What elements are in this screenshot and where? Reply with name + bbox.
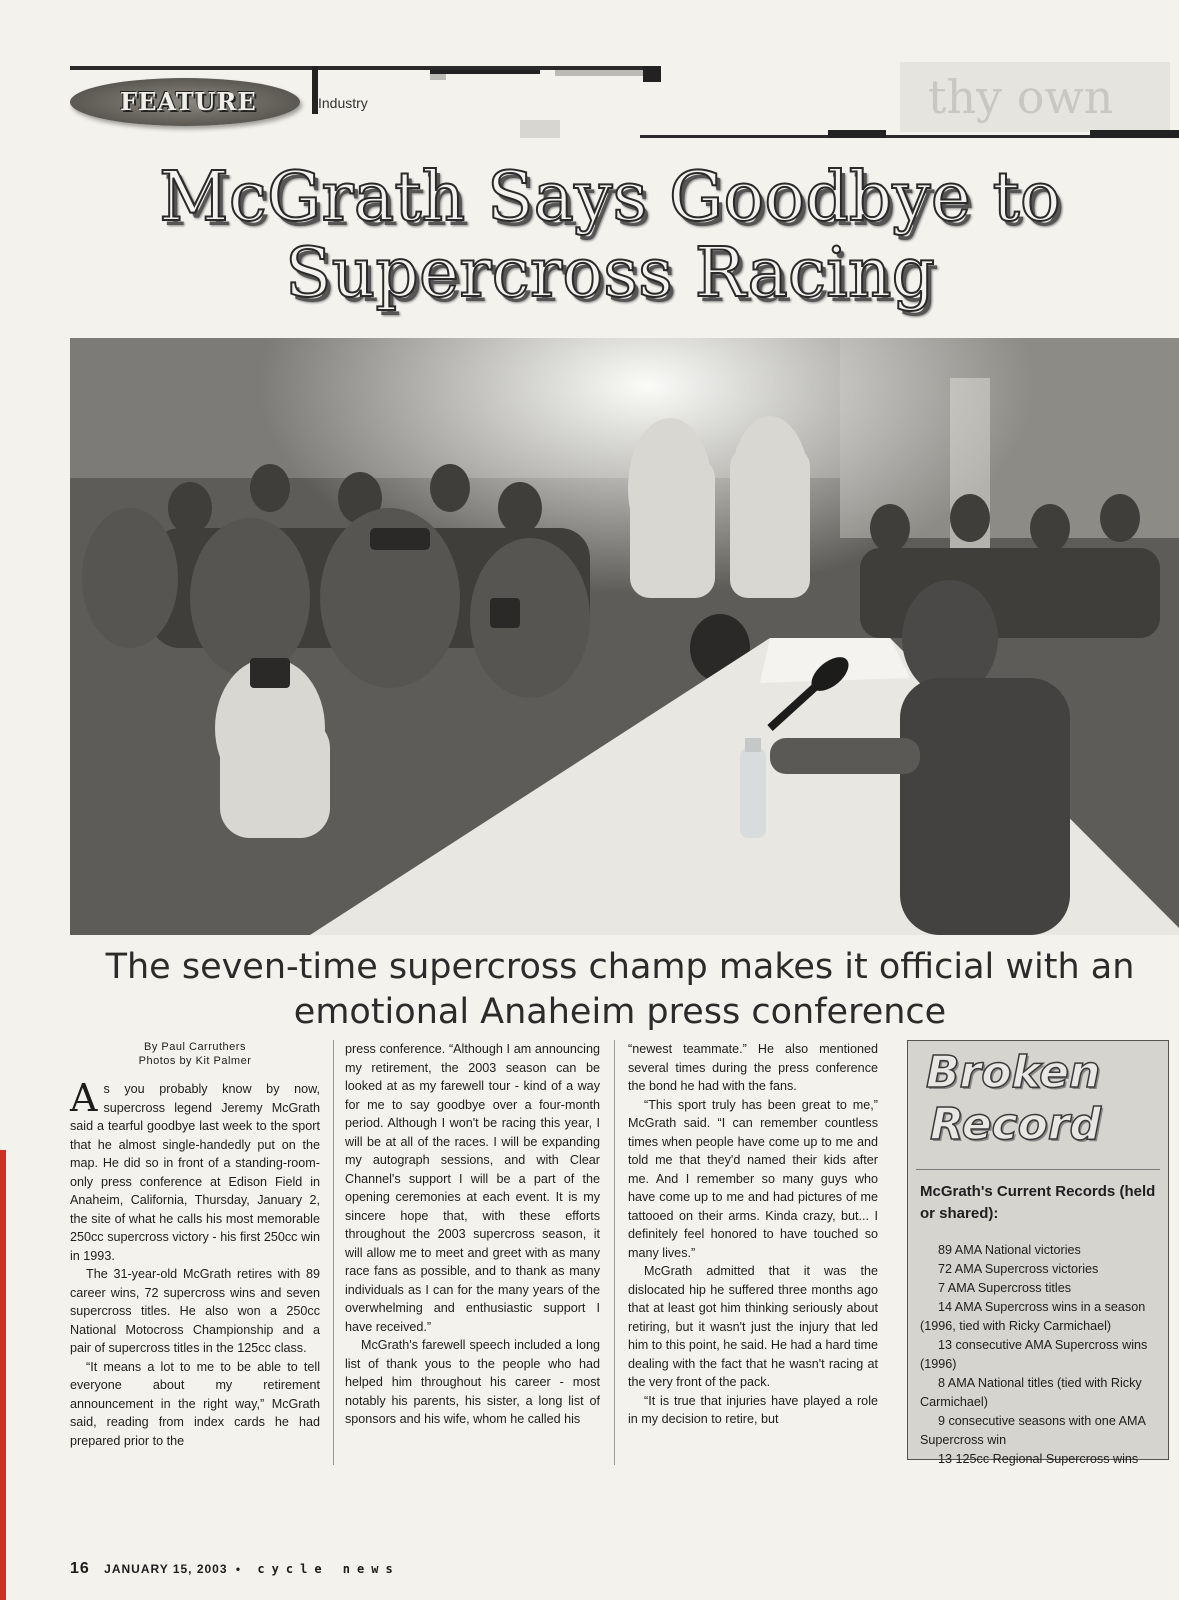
headline: McGrath Says Goodbye to Supercross Racing: [159, 158, 1061, 313]
page-edge-bleed: [0, 1150, 6, 1600]
footer-separator: •: [235, 1562, 242, 1576]
header-rule-block: [1090, 130, 1179, 138]
article-paragraph: The 31-year-old McGrath retires with 89 career wins, 72 supercross wins and seven supercross titles. He also won a 250cc National Motocross Championship and a pair of supercross titles in the 125cc class.: [70, 1267, 320, 1355]
byline: [70, 1040, 320, 1068]
record-item: 7 AMA Supercross titles: [938, 1281, 1071, 1295]
record-item: 8 AMA National titles (tied with Ricky Carmichael): [920, 1376, 1142, 1409]
page-footer: [70, 1560, 400, 1578]
photo-illustration: [70, 338, 1179, 935]
record-item: 89 AMA National victories: [938, 1243, 1081, 1257]
article-paragraph: “This sport truly has been great to me,” McGrath said. “I can remember countless times when people have come up to me and told me that they'd named their kids after me. And I remember so many guys who have come up to me and had pictures of me tattooed on their arms. Kinda crazy, but... I definitely feel honored to have touched so many lives.”: [628, 1097, 878, 1260]
sidebar-subhead: McGrath's Current Records (held or shared):: [920, 1183, 1156, 1222]
record-item: 14 AMA Supercross wins in a season (1996, tied with Ricky Carmichael): [920, 1300, 1146, 1333]
page-number: 16: [70, 1560, 90, 1577]
sidebar-divider: [916, 1169, 1160, 1170]
article-paragraph: “newest teammate.” He also mentioned several times during the press conference the bond he had with the fans.: [628, 1042, 878, 1093]
record-item: 9 consecutive seasons with one AMA Supercross win: [920, 1414, 1146, 1447]
article-paragraph: “It means a lot to me to be able to tell everyone about my retirement announcement in the right way,” McGrath said, reading from index cards he had prepared prior to the: [70, 1359, 320, 1448]
broken-record-sidebar: [907, 1040, 1169, 1466]
header-rule-block: [643, 66, 661, 82]
header-rule-block: [520, 120, 560, 138]
subheadline-deck: The seven-time supercross champ makes it official with an emotional Anaheim press conference: [105, 947, 1135, 1032]
header-rule-gray: [430, 74, 446, 80]
article-paragraph: “It is true that injuries have played a role in my decision to retire, but: [628, 1393, 878, 1426]
photo-credit: Photos by Kit Palmer: [138, 1055, 252, 1067]
column-divider: [333, 1040, 334, 1465]
record-item: 72 AMA Supercross victories: [938, 1262, 1099, 1276]
magazine-name: cycle news: [257, 1562, 400, 1576]
record-item: 13 consecutive AMA Supercross wins (1996): [920, 1338, 1148, 1371]
header-rule-gray: [555, 70, 643, 76]
article-paragraph: press conference. “Although I am announcing my retirement, the 2003 season can be looked at as my farewell tour - kind of a way for me to say goodbye over a four-month period. Although I won't be racing this year, I will be at all of the races. I will be expanding my autograph sessions, and with Clear Channel's support I will be a part of the opening ceremonies at each event. It is my sincere hope that, with these efforts throughout the 2003 supercross season, it will allow me to meet and greet with as many race fans as possible, and to thank as many individuals as I can for the many years of the overwhelming and enthusiastic support I have received.”: [345, 1042, 600, 1334]
header-rule-block: [828, 130, 886, 138]
article-column-1: [70, 1076, 320, 1450]
record-item: 13 125cc Regional Supercross wins: [938, 1452, 1139, 1466]
drop-cap: A: [70, 1076, 98, 1120]
feature-label: FEATURE: [120, 87, 257, 116]
adjacent-page-bleed: thy own: [900, 62, 1170, 132]
records-list: [920, 1241, 1165, 1469]
sidebar-title-line: Record: [930, 1099, 1102, 1150]
article-paragraph: [70, 1076, 320, 1265]
author-credit: By Paul Carruthers: [144, 1041, 246, 1053]
issue-date: JANUARY 15, 2003: [104, 1562, 228, 1576]
column-divider: [614, 1040, 615, 1465]
sidebar-title-line: Broken: [926, 1047, 1101, 1098]
sidebar-title: [926, 1047, 1156, 1151]
section-label: Industry: [318, 95, 368, 111]
header-rule-block: [430, 70, 540, 74]
article-paragraph: McGrath admitted that it was the dislocated hip he suffered three months ago that at least got him thinking seriously about retiring, but it wasn't just the injury that led him to this point, he said. He had a hard time dealing with the fact that he wasn't racing at the very front of the pack.: [628, 1264, 878, 1389]
article-column-2: [345, 1040, 600, 1429]
paragraph-text: s you probably know by now, supercross legend Jeremy McGrath said a tearful goodbye last week to the sport that he almost single-handedly put on the map. He did so in front of a standing-room-only press conference at Edison Field in Anaheim, California, Thursday, January 2, the site of what he calls his most memorable 250cc supercross victory - his first 250cc win in 1993.: [70, 1082, 320, 1263]
article-paragraph: McGrath's farewell speech included a long list of thank yous to the people who had helped him throughout his career - most notably his parents, his sister, a long list of sponsors and his wife, whom he called his: [345, 1338, 600, 1426]
article-column-3: [628, 1040, 878, 1429]
press-conference-photo: [70, 338, 1179, 935]
